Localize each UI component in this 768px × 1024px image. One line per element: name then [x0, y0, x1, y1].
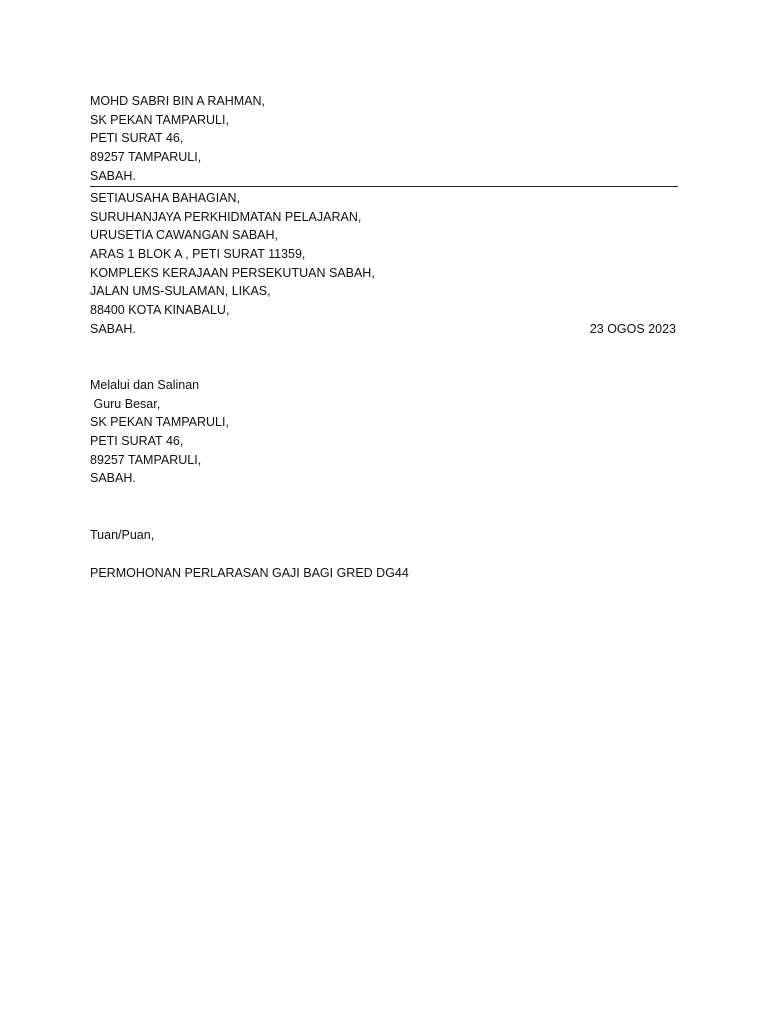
- recipient-floor-po-box: ARAS 1 BLOK A , PETI SURAT 11359,: [90, 247, 306, 262]
- sender-state: SABAH.: [90, 168, 136, 183]
- sender-postcode-town: 89257 TAMPARULI,: [90, 150, 202, 165]
- recipient-postcode-city: 88400 KOTA KINABALU,: [90, 303, 230, 318]
- via-po-box: PETI SURAT 46,: [90, 434, 184, 449]
- recipient-street: JALAN UMS-SULAMAN, LIKAS,: [90, 284, 271, 299]
- via-state: SABAH.: [90, 471, 136, 486]
- recipient-address: [90, 189, 678, 339]
- sender-school: SK PEKAN TAMPARULI,: [90, 112, 229, 127]
- recipient-complex: KOMPLEKS KERAJAAN PERSEKUTUAN SABAH,: [90, 265, 375, 280]
- subject: [90, 564, 678, 583]
- header-divider: [90, 186, 678, 187]
- sender-name: MOHD SABRI BIN A RAHMAN,: [90, 94, 266, 108]
- sender-po-box: PETI SURAT 46,: [90, 131, 184, 146]
- via-heading: Melalui dan Salinan: [90, 378, 200, 392]
- via-copy-address: [90, 376, 678, 488]
- recipient-title: SETIAUSAHA BAHAGIAN,: [90, 191, 241, 205]
- subject-text: PERMOHONAN PERLARASAN GAJI BAGI GRED DG44: [90, 566, 409, 580]
- recipient-branch: URUSETIA CAWANGAN SABAH,: [90, 228, 278, 243]
- via-school: SK PEKAN TAMPARULI,: [90, 415, 229, 430]
- salutation: [90, 526, 678, 545]
- recipient-state: SABAH.: [90, 321, 136, 336]
- via-title: Guru Besar,: [90, 396, 161, 411]
- letter-date: 23 OGOS 2023: [589, 322, 676, 336]
- recipient-organisation: SURUHANJAYA PERKHIDMATAN PELAJARAN,: [90, 209, 362, 224]
- via-postcode-town: 89257 TAMPARULI,: [90, 452, 202, 467]
- sender-address: [90, 92, 678, 185]
- salutation-text: Tuan/Puan,: [90, 528, 155, 542]
